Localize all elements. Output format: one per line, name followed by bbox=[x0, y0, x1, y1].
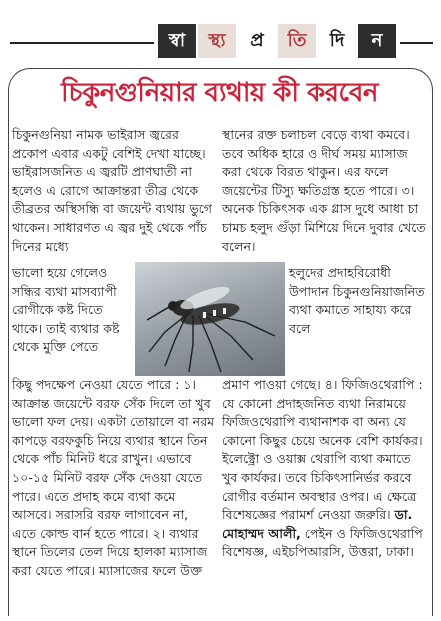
section-title-tiles bbox=[154, 24, 400, 58]
mosquito-photo bbox=[135, 262, 285, 376]
section-tile-6: ন bbox=[358, 24, 396, 58]
article-headline: চিকুনগুনিয়ার ব্যথায় কী করবেন bbox=[61, 78, 378, 108]
section-tile-4: তি bbox=[278, 24, 316, 58]
author-byline: পেইন ও ফিজিওথেরাপি বিশেষজ্ঞ, এইচপিআরসি, উত্তরা, ঢাকা। bbox=[222, 525, 423, 560]
right-column-intro: স্থানের রক্ত চলাচল বেড়ে ব্যথা কমবে। তবে অধিক হারে ও দীর্ঘ সময় ম্যাসাজ করা থেকে বিরত থাকুন। এর ফলে জয়েন্টের টিস্যু ক্ষতিগ্রস্ত হতে পারে। ৩। অনেক চিকিৎসক এক গ্লাস দুধে আধা চা চামচ হলুদ গুঁড়া মিশিয়ে দিনে দুবার খেতে বলেন। bbox=[222, 127, 426, 254]
right-column-body: প্রমাণ পাওয়া গেছে। ৪। ফিজিওথেরাপি : যে কোনো প্রদাহজনিত ব্যথা নিরাময়ে ফিজিওথেরাপি ব্যথানাশক বা অন্য যে কোনো কিছুর চেয়ে অনেক বেশি কার্যকর। ইলেক্ট্রো ও ওয়াক্স থেরাপি ব্যথা কমাতে খুব কার্যকর। তবে চিকিৎসানির্ভর করবে রোগীর বর্তমান অবস্থার ওপর। এ ক্ষেত্রে বিশেষজ্ঞের পরামর্শ নেওয়া জরুরি। bbox=[222, 377, 423, 523]
mosquito-illustration bbox=[135, 262, 285, 376]
right-column-wrap: হলুদের প্রদাহবিরোধী উপাদান চিকুনগুনিয়াজনিত ব্যথা কমাতে সাহায্য করে বলে bbox=[289, 265, 425, 336]
section-tile-5: দি bbox=[318, 24, 356, 58]
left-column-continued: কিছু পদক্ষেপ নেওয়া যেতে পারে : ১। আক্রান্ত জয়েন্টে বরফ সেঁক দিলে তা খুব ভালো ফল দেয়। একটা তোয়ালে বা নরম কাপড়ে বরফকুচি নিয়ে ব্যথার স্থানে তিন থেকে পাঁচ মিনিট ধরে রাখুন। এভাবে ১০-১৫ মিনিট বরফ সেঁক দেওয়া যেতে পারে। এতে প্রদাহ কমে ব্যথা কমে আসবে। সরাসরি বরফ লাগাবেন না, এতে কোল্ড বার্ন হতে পারে। ২। ব্যথার স্থানে তিলের তেল দিয়ে হালকা ম্যাসাজ করা যেতে পারে। ম্যাসাজের ফলে উক্ত bbox=[12, 377, 215, 578]
section-banner bbox=[0, 22, 441, 62]
left-column-intro: চিকুনগুনিয়া নামক ভাইরাস জ্বরের প্রকোপ এবার একটু বেশিই দেখা যাচ্ছে। ভাইরাসজনিত এ জ্বরটি প্রাণঘাতী না হলেও এ রোগে আক্রান্তরা তীব্র থেকে তীব্রতর অস্থিসন্ধি বা জয়েন্ট ব্যথায় ভুগে থাকেন। সাধারণত এ জ্বর দুই থেকে পাঁচ দিনের মধ্যে bbox=[12, 127, 213, 254]
right-column-continued bbox=[222, 376, 428, 562]
section-tile-1: স্বা bbox=[158, 24, 196, 58]
author-name: ডা. মোহাম্মদ আলী, bbox=[222, 507, 413, 541]
left-column-wrap: ভালো হয়ে গেলেও সন্ধির ব্যথা মাসব্যাপী রোগীকে কষ্ট দিতে থাকে। তাই ব্যথার কষ্ট থেকে মুক্তি পেতে bbox=[12, 265, 120, 355]
section-tile-2: স্থ্য bbox=[198, 24, 236, 58]
section-tile-3: প্র bbox=[238, 24, 276, 58]
